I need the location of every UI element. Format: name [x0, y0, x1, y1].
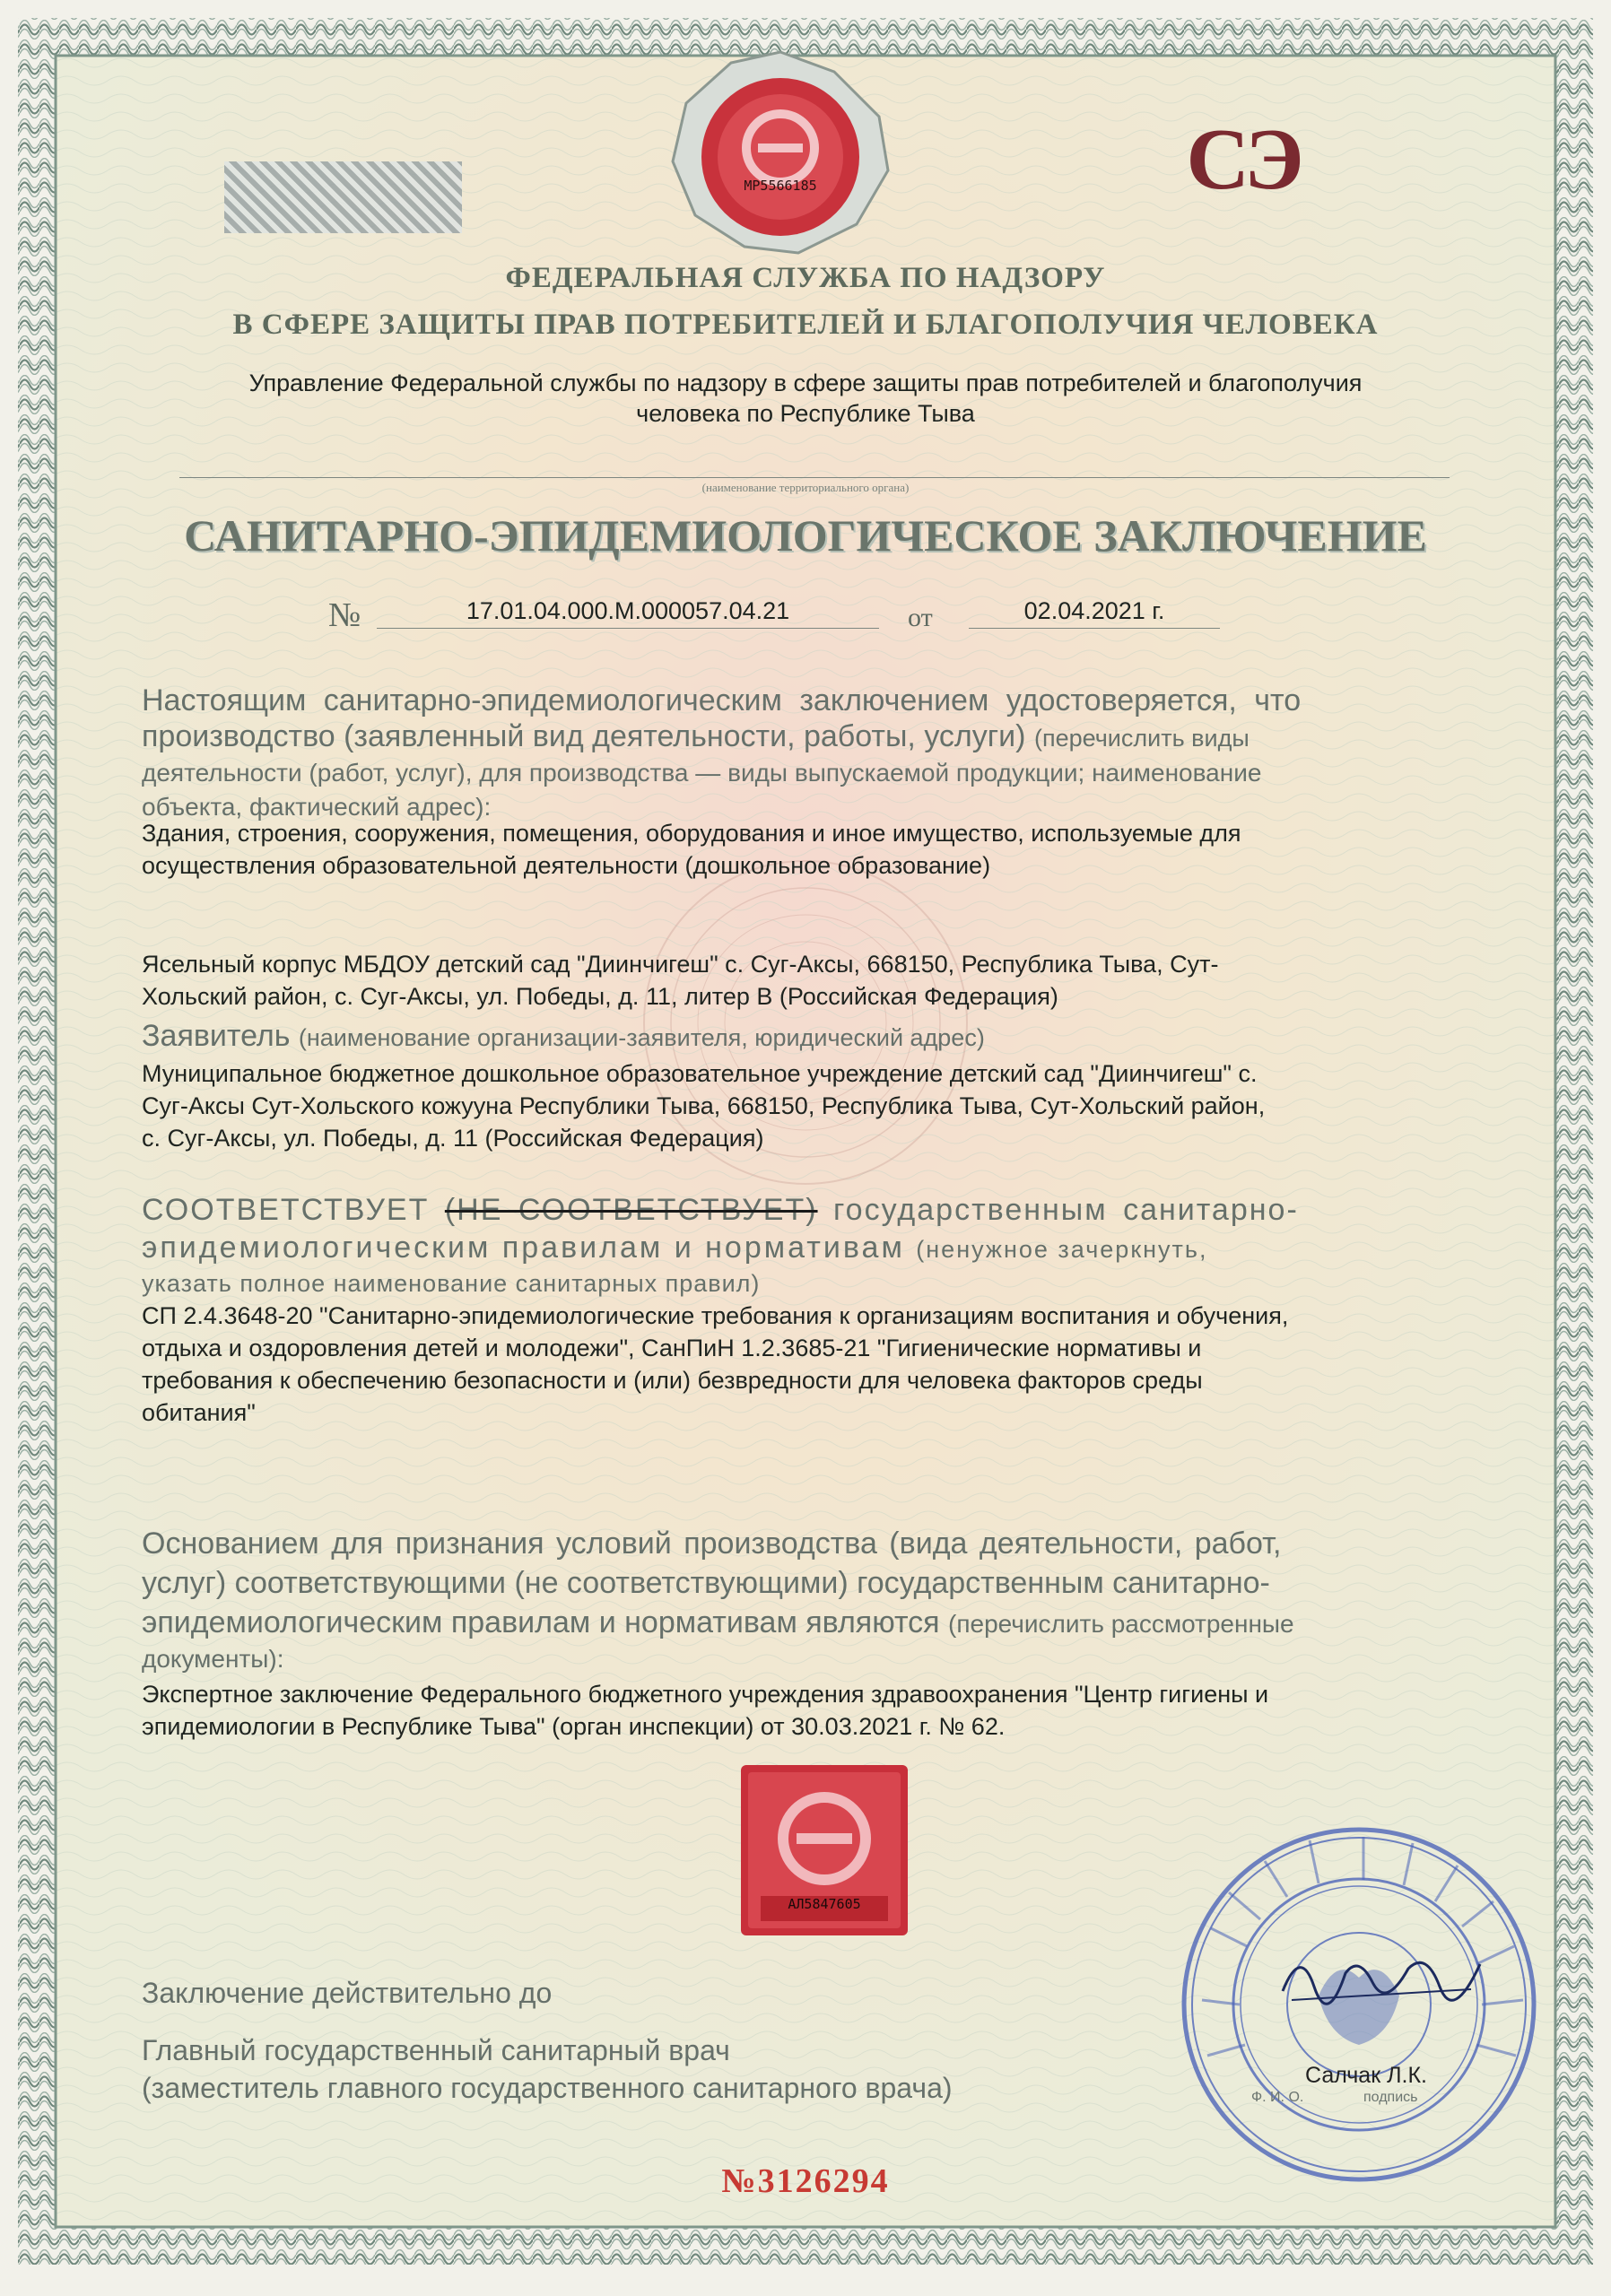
territorial-line2: человека по Республике Тыва	[636, 400, 975, 427]
activity-line1: Здания, строения, сооружения, помещения, оборудования и иное имущество, используемые для	[142, 820, 1241, 847]
signatory-line1: Главный государственный санитарный врач	[142, 2034, 730, 2066]
agency-line2: В СФЕРЕ ЗАЩИТЫ ПРАВ ПОТРЕБИТЕЛЕЙ И БЛАГОПОЛУЧИЯ ЧЕЛОВЕКА	[232, 309, 1379, 341]
applicant-label: Заявитель	[142, 1019, 291, 1053]
rules-line3: требования к обеспечению безопасности и (или) безвредности для человека факторов среды	[142, 1367, 1203, 1394]
rules-line1: СП 2.4.3648-20 "Санитарно-эпидемиологические требования к организациям воспитания и обучения,	[142, 1302, 1289, 1329]
signatory-line2: (заместитель главного государственного санитарного врача)	[142, 2072, 953, 2104]
activity-line2: осуществления образовательной деятельности (дошкольное образование)	[142, 852, 991, 879]
agency-line1: ФЕДЕРАЛЬНАЯ СЛУЖБА ПО НАДЗОРУ	[505, 262, 1106, 294]
document-title: САНИТАРНО-ЭПИДЕМИОЛОГИЧЕСКОЕ ЗАКЛЮЧЕНИЕ	[184, 510, 1427, 561]
compliance-line2-hint: (ненужное зачеркнуть,	[916, 1236, 1208, 1263]
basis-doc-line1: Экспертное заключение Федерального бюджетного учреждения здравоохранения "Центр гигиены и	[142, 1681, 1269, 1708]
validity-label: Заключение действительно до	[142, 1977, 553, 2009]
basis-line1: Основанием для признания условий производства (вида деятельности, работ,	[142, 1526, 1282, 1561]
date-label: от	[908, 603, 933, 632]
applicant-line1: Муниципальное бюджетное дошкольное образовательное учреждение детский сад "Диинчигеш" с.	[142, 1060, 1258, 1087]
top-hologram-emblem	[664, 45, 897, 260]
compliance-tail1: государственным санитарно-	[833, 1193, 1299, 1227]
basis-line3-main: эпидемиологическим правилам и нормативам являются	[142, 1605, 940, 1639]
basis-doc-line2: эпидемиологии в Республике Тыва" (орган инспекции) от 30.03.2021 г. № 62.	[142, 1713, 1006, 1740]
applicant-hint: (наименование организации-заявителя, юридический адрес)	[298, 1024, 985, 1051]
applicant-line2: Суг-Аксы Сут-Хольского кожууна Республики Тыва, 668150, Республика Тыва, Сут-Хольский район,	[142, 1092, 1266, 1119]
certify-line2	[142, 719, 1487, 754]
signature	[1274, 1937, 1489, 2018]
initials-caption: Ф. И. О.	[1251, 2090, 1304, 2105]
complies-text: СООТВЕТСТВУЕТ	[142, 1193, 430, 1227]
territorial-caption: (наименование территориального органа)	[701, 481, 910, 494]
certificate-number: 17.01.04.000.М.000057.04.21	[466, 597, 790, 624]
basis-line4: документы):	[142, 1645, 284, 1673]
hologram-strip	[224, 161, 462, 233]
number-label: №	[328, 596, 361, 634]
compliance-line2-main: эпидемиологическим правилам и нормативам	[142, 1231, 905, 1265]
basis-line2: услуг) соответствующими (не соответствующими) государственным санитарно-	[142, 1566, 1270, 1600]
rules-line2: отдыха и оздоровления детей и молодежи", СанПиН 1.2.3685-21 "Гигиенические нормативы и	[142, 1335, 1202, 1361]
top-hologram-code: МР5566185	[744, 178, 817, 194]
address-line1: Ясельный корпус МБДОУ детский сад "Диинчигеш" с. Суг-Аксы, 668150, Республика Тыва, Сут-	[142, 951, 1219, 978]
se-logo: СЭ	[1186, 111, 1299, 208]
certify-line3: деятельности (работ, услуг), для производства — виды выпускаемой продукции; наименование	[142, 759, 1262, 787]
applicant-line3: с. Суг-Аксы, ул. Победы, д. 11 (Российская Федерация)	[142, 1125, 764, 1152]
address-line2: Хольский район, с. Суг-Аксы, ул. Победы, д. 11, литер В (Российская Федерация)	[142, 983, 1058, 1010]
certificate-date: 02.04.2021 г.	[1023, 597, 1165, 624]
sign-caption: подпись	[1363, 2090, 1418, 2105]
serial-number: №3126294	[721, 2162, 890, 2200]
compliance-line3-hint: указать полное наименование санитарных правил)	[142, 1270, 761, 1297]
rules-line4: обитания"	[142, 1399, 256, 1426]
not-complies-struck: (НЕ СООТВЕТСТВУЕТ)	[444, 1193, 818, 1227]
certify-line4: объекта, фактический адрес):	[142, 793, 492, 821]
signatory-name: Салчак Л.К.	[1305, 2063, 1427, 2088]
basis-line3-hint: (перечислить рассмотренные	[948, 1610, 1294, 1638]
certify-line2-hint: (перечислить виды	[1033, 725, 1250, 752]
applicant-heading	[142, 1019, 1487, 1054]
bottom-hologram-code: АЛ5847605	[788, 1896, 861, 1912]
basis-line3	[142, 1605, 1505, 1640]
compliance-line2	[142, 1231, 1505, 1265]
territorial-line1: Управление Федеральной службы по надзору в сфере защиты прав потребителей и благополучия	[248, 370, 1363, 396]
certify-line2-main: производство (заявленный вид деятельности, работы, услуги)	[142, 719, 1026, 753]
compliance-line1	[142, 1193, 1505, 1228]
certify-line1: Настоящим санитарно-эпидемиологическим заключением удостоверяется, что	[142, 683, 1302, 718]
